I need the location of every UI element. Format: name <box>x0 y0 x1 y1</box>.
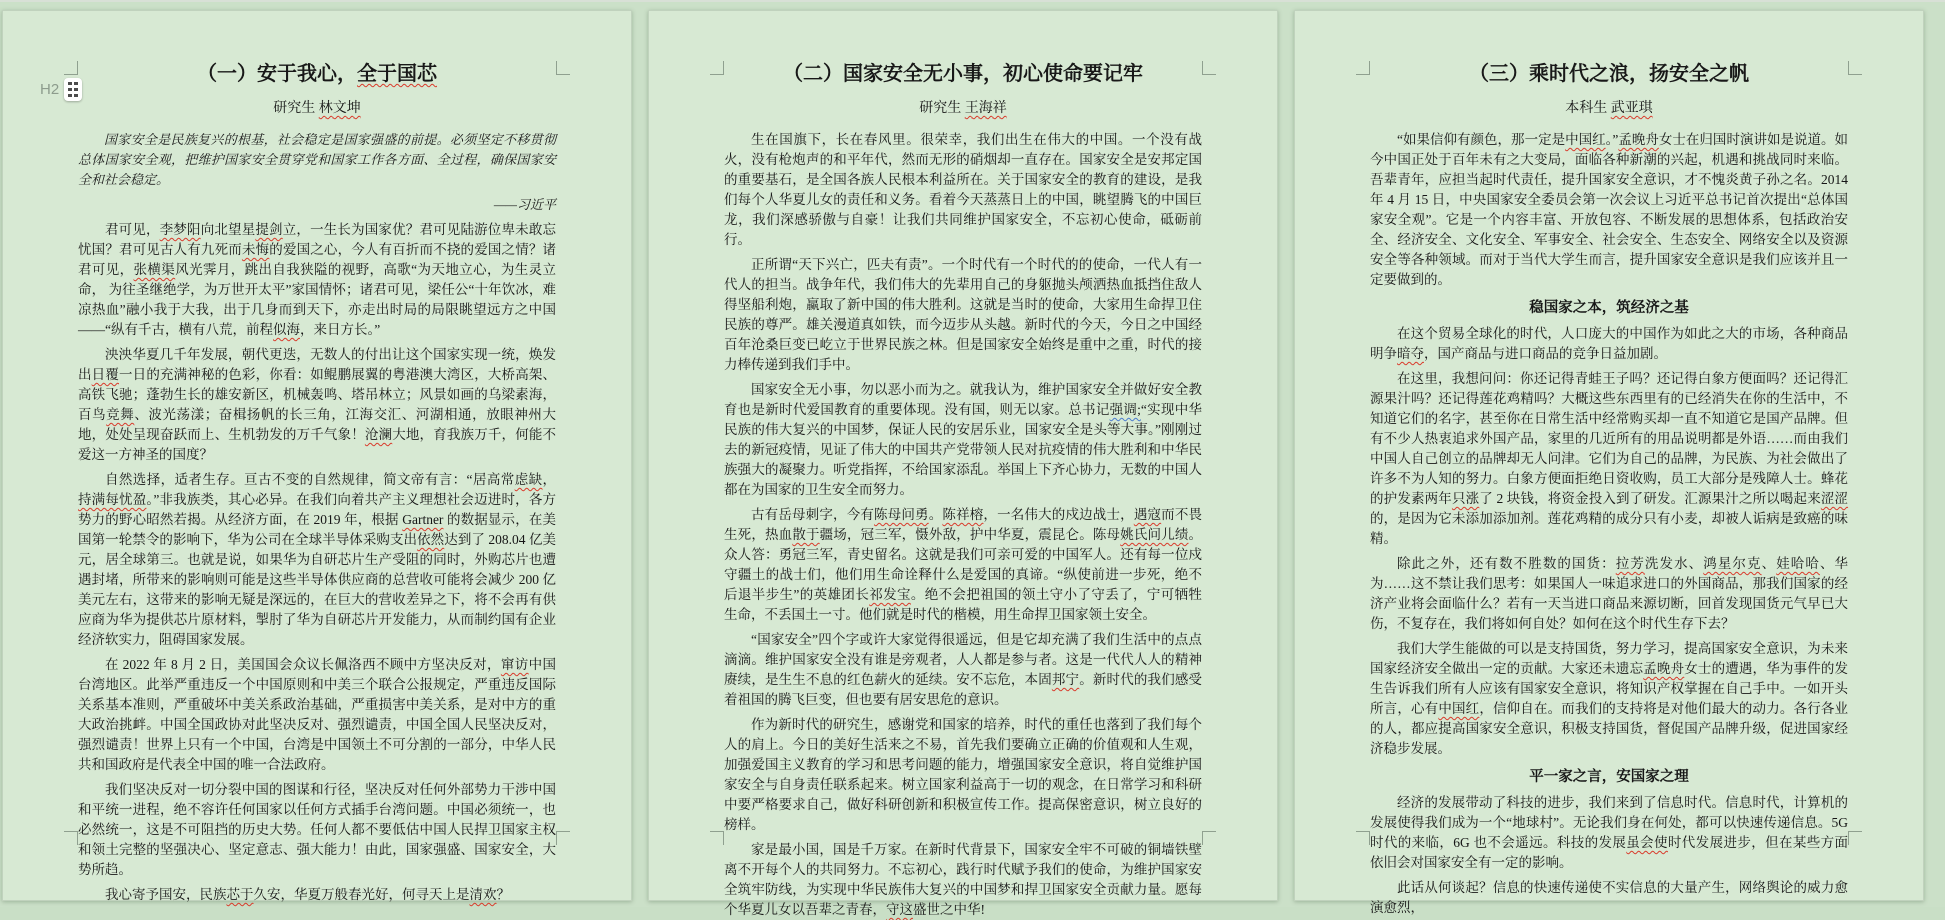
page <box>2 10 632 901</box>
text-boundary-mark <box>64 61 78 75</box>
body-paragraph[interactable]: 我心寄予国安，民族芯于久安，华夏万般春光好，何寻天上是清欢？ <box>105 887 510 902</box>
body-paragraph[interactable]: 我们大学生能做的可以是支持国货，努力学习，提高国家安全意识，为未来国家经济安全做出一定的贡献。大家还未遗忘孟晚舟女士的遭遇，华为事件的发生告诉我们所有人应该有国家安全意识，将知识产权掌握在自己手中。一如开头所言，心有中国红，信仰自在。而我们的支持将是对他们最大的动力。各行各业的人，都应提高国家安全意识，积极支持国货，督促国产品牌升级，促进国家经济稳步发展。 <box>1370 641 1849 756</box>
text-boundary-mark <box>1202 831 1216 845</box>
spellcheck-mark: 芯于 <box>226 887 254 902</box>
body-paragraph[interactable]: 在 2022 年 8 月 2 日，美国国会众议长佩洛西不顾中方坚决反对，窜访中国台湾地区。此举严重违反一个中国原则和中美三个联合公报规定，严重违反国际关系基本准则，严重破坏中美关系政治基础，严重损害中美关系，是对中方的重大政治挑衅。中国全国政协对此坚决反对、强烈谴责，中国全国人民坚决反对，强烈谴责！世界上只有一个中国，台湾是中国领土不可分割的一部分，中华人民共和国政府是代表全中国的唯一合法政府。 <box>78 657 557 772</box>
spellcheck-mark: 虑缺 <box>514 472 543 487</box>
epigraph-quote[interactable]: 国家安全是民族复兴的根基，社会稳定是国家强盛的前提。必须坚定不移贯彻总体国家安全观，把维护国家安全贯穿党和国家工作各方面、全过程，确保国家安全和社会稳定。 <box>78 132 556 187</box>
author-line[interactable]: 研究生 林文坤 <box>273 101 361 116</box>
body-paragraph[interactable]: “国家安全”四个字或许大家觉得很遥远，但是它却充满了我们生活中的点点滴滴。维护国家安全没有谁是旁观者，人人都是参与者。这是一代代人人的精神赓续，是生生不息的红色薪火的延续。安不忘危，本固邦宁。新时代的我们感受着祖国的腾飞巨变，但也要有居安思危的意识。 <box>724 632 1203 707</box>
spellcheck-mark: 娃哈哈 <box>1776 556 1820 571</box>
page <box>1294 10 1924 915</box>
body-paragraph[interactable]: 古有岳母刺字，今有陈母问勇。陈祥榕，一名伟大的戍边战士，遇寇而不畏生死，热血散于疆场，冠三军，慑外敌，护中华夏，震昆仑。陈母姚氏问儿绩。众人答：勇冠三军，青史留名。这就是我们可亲可爱的中国军人。还有每一位戍守疆土的战士们，他们用生命诠释什么是爱国的真谛。“纵使前进一步死，绝不后退半步生”的英雄团长祁发宝。绝不会把祖国的领土守小了守丢了，宁可牺牲生命，不丢国土一寸。他们就是时代的楷模，用生命捍卫国家领土安全。 <box>724 507 1203 622</box>
section-heading[interactable]: 稳国家之本，筑经济之基 <box>1529 300 1689 316</box>
text-boundary-mark <box>64 831 78 845</box>
spellcheck-mark: 姚氏问儿绩 <box>1120 527 1189 542</box>
heading-drag-gizmo <box>40 78 82 101</box>
quote-attribution[interactable]: ——习近平 <box>493 197 556 212</box>
text-boundary-mark <box>556 831 570 845</box>
text-boundary-mark <box>710 61 724 75</box>
body-paragraph[interactable]: 此话从何谈起？信息的快速传递使不实信息的大量产生，网络舆论的威力愈演愈烈， <box>1370 880 1848 915</box>
spellcheck-mark: 沧澜 <box>364 427 393 442</box>
spellcheck-mark: 李梦阳 <box>159 222 201 237</box>
section-heading[interactable]: 平一家之言，安国家之理 <box>1529 769 1689 785</box>
spellcheck-mark: 武亚琪 <box>1610 101 1653 116</box>
body-paragraph[interactable]: “如果信仰有颜色，那一定是中国红。”孟晚舟女士在归国时演讲如是说道。如今中国正处于百年未有之大变局，面临各种新潮的兴起，机遇和挑战同时来临。吾辈青年，应担当起时代责任，提升国家安全意识，才不愧炎黄子孙之名。2014 年 4 月 15 日，中央国家安全委员会第一次会议上习近平总书记首次提出“总体国家安全观”。它是一个内容丰富、开放包容、不断发展的思想体系，包括政治安全、经济安全、文化安全、军事安全、社会安全、生态安全、网络安全以及资源安全等各种领域。而对于当代大学生而言，提升国家安全意识是我们应该并且一定要做到的。 <box>1370 132 1849 287</box>
spellcheck-mark: 全于国芯 <box>357 63 437 85</box>
author-line[interactable]: 研究生 王海祥 <box>919 101 1007 116</box>
body-paragraph[interactable]: 自然选择，适者生存。亘古不变的自然规律，简文帝有言：“居高常虑缺，持满每忧盈。”非我族类，其心必异。在我们向着共产主义理想社会迈进时，各方势力的野心昭然若揭。从经济方面，在 2019 年，根据 Gartner 的数据显示，在美国第一轮禁令的影响下，华为公司在全球半导体采购支出依然达到了 208.04 亿美元，居全球第三。也就是说，如果华为自研芯片生产受阻的同时，外购芯片也遭遇封堵，所带来的影响则可能是这些半导体供应商的总营收可能将会减少 200 亿美元左右，这带来的影响无疑是深远的，在巨大的营收差异之下，将不会再有供应商为华为提供芯片原材料，掣肘了华为自研芯片开发能力，从而制约国有企业经济软实力，阻碍国家发展。 <box>78 472 557 647</box>
spellcheck-mark: 鸿星尔克 <box>1703 556 1762 571</box>
author-line[interactable]: 本科生 武亚琪 <box>1565 101 1653 116</box>
text-boundary-mark <box>1848 831 1862 845</box>
spellcheck-mark: 邦宁 <box>1051 672 1080 687</box>
spellcheck-mark: 孟晚舟 <box>1643 661 1685 676</box>
body-paragraph[interactable]: 除此之外，还有数不胜数的国货：拉芳洗发水、鸿星尔克、娃哈哈、华为……这不禁让我们思考：如果国人一味追求进口的外国商品，那我们国家的经济产业将会面临什么？若有一天当进口商品来源切断，回首发现国货元气早已大伤，不复存在，我们将如何自处？如何在这个时代生存下去？ <box>1370 556 1849 631</box>
spellcheck-mark: 守这 <box>886 902 913 917</box>
spellcheck-mark: 涩涩 <box>1820 491 1849 506</box>
spellcheck-mark: 祁发宝 <box>869 587 911 602</box>
body-paragraph[interactable]: 在这个贸易全球化的时代，人口庞大的中国作为如此之大的市场，各种商品明争暗夺，国产商品与进口商品的竞争日益加剧。 <box>1370 326 1848 361</box>
spellcheck-mark: 虽会使 <box>1626 835 1668 850</box>
text-boundary-mark <box>1356 831 1370 845</box>
drag-handle-icon[interactable] <box>64 78 82 101</box>
spellcheck-mark: 散于 <box>792 527 820 542</box>
spellcheck-mark: 中国红 <box>1438 701 1480 716</box>
essay-title[interactable]: （一）安于我心，全于国芯 <box>197 63 437 85</box>
body-paragraph[interactable]: 作为新时代的研究生，感谢党和国家的培养，时代的重任也落到了我们每个人的肩上。今日的美好生活来之不易，首先我们要确立正确的价值观和人生观，加强爱国主义教育的学习和思考问题的能力，增强国家安全意识，将自觉维护国家安全与自身责任联系起来。树立国家利益高于一切的观念，在日常学习和科研中要严格要求自己，做好科研创新和积极宣传工作。提高保密意识，树立良好的榜样。 <box>724 717 1202 832</box>
spellcheck-mark: 似海 <box>273 322 300 337</box>
spellcheck-mark: Gartner <box>402 512 444 527</box>
spellcheck-mark: 未悔 <box>241 242 270 257</box>
body-paragraph[interactable]: 生在国旗下，长在春风里。很荣幸，我们出生在伟大的中国。一个没有战火，没有枪炮声的和平年代，然而无形的硝烟却一直存在。国家安全是安邦定国的重要基石，是全国各族人民根本利益所在。关于国家安全的教育的建设，是我们每个人华夏儿女的责任和义务。看着今天蒸蒸日上的中国，眺望腾飞的中国巨龙，我们深感骄傲与自豪！让我们共同维护国家安全，不忘初心使命，砥砺前行。 <box>724 132 1202 247</box>
body-paragraph[interactable]: 我们坚决反对一切分裂中国的图谋和行径，坚决反对任何外部势力干涉中国和平统一进程，绝不容许任何国家以任何方式插手台湾问题。中国必须统一，也必然统一，这是不可阻挡的历史大势。任何人都不要低估中国人民捍卫国家主权和领土完整的坚强决心、坚定意志、强大能力！由此，国家强盛、国家安全，大势所趋。 <box>78 782 556 877</box>
spellcheck-mark: 提剑 <box>255 222 283 237</box>
spellcheck-mark: 依然 <box>417 532 445 547</box>
spellcheck-mark: 暗夺 <box>1397 346 1424 361</box>
spellcheck-mark: 清欢 <box>469 887 497 902</box>
text-boundary-mark <box>556 61 570 75</box>
body-paragraph[interactable]: 泱泱华夏几千年发展，朝代更迭，无数人的付出让这个国家实现一统，焕发出日覆一日的充满神秘的色彩，你看：如鲲鹏展翼的粤港澳大湾区，大桥高架、高铁飞驰；蓬勃生长的雄安新区，机械轰鸣、塔吊林立；风景如画的乌梁素海，百鸟竞舞、波光荡漾；奋楫扬帆的长三角，江海交汇、河湖相通，放眼神州大地，处处呈现奋跃而上、生机勃发的万千气象！沧澜大地，育我族万千，何能不爱这一方神圣的国度？ <box>78 347 557 462</box>
text-boundary-mark <box>1848 61 1862 75</box>
page <box>648 10 1278 917</box>
text-boundary-mark <box>710 831 724 845</box>
text-boundary-mark <box>1202 61 1216 75</box>
spellcheck-mark: 中国红 <box>1565 132 1606 147</box>
spellcheck-mark: 张横渠 <box>133 262 176 277</box>
body-paragraph[interactable]: 正所谓“天下兴亡，匹夫有责”。一个时代有一个时代的的使命，一代人有一代人的担当。战争年代，我们伟大的先辈用自己的身躯抛头颅洒热血抵挡住敌人得坚船利炮，赢取了新中国的伟大胜利。这就是当时的使命，大家用生命捍卫住民族的尊严。雄关漫道真如铁，而今迈步从头越。新时代的今天，今日之中国经百年沧桑巨变已屹立于世界民族之林。但是国家安全始终是重中之重，时代的接力棒传递到我们手中。 <box>724 257 1202 372</box>
body-paragraph[interactable]: 君可见，李梦阳向北望星提剑立，一生长为国家优？君可见陆游位卑未敢忘忧国？君可见古人有九死而未悔的爱国之心，今人有百折而不挠的爱国之情？诸君可见，张横渠风光霁月，跳出自我狭隘的视野，高歌“为天地立心，为生灵立命， 为往圣继绝学，为万世开太平”家国情怀；诸君可见，梁任公“十年饮冰，难凉热血”融小我于大我，出于几身而到天下，亦走出时局的局限眺望远方之中国——“纵有千古，横有八荒，前程似海，来日方长。” <box>78 222 557 337</box>
spellcheck-mark: 王海祥 <box>964 101 1007 116</box>
spellcheck-mark: 拉芳 <box>1615 556 1645 571</box>
body-paragraph[interactable]: 在这里，我想问问：你还记得青蛙王子吗？还记得白象方便面吗？还记得汇源果汁吗？还记得莲花鸡精吗？大概这些东西里有的已经消失在你的生活中，不知道它们的名字，甚至你在日常生活中经常购买却一直不知道它是国产品牌。但有不少人热衷追求外国产品，家里的几近所有的用品说明都是外语……而由我们中国人自己创立的品牌却无人问津。它们为自己的品牌，为民族、为社会做出了许多不为人知的努力。白象方便面拒绝日资收购，员工大部分是残障人士。蜂花的护发素两年只涨了 2 块钱，将资金投入到了研发。汇源果汁之所以喝起来涩涩的，是因为它未添加添加剂。莲花鸡精的成分只有小麦，却被人诟病是致癌的味精。 <box>1370 371 1849 546</box>
spellcheck-mark: 遇寇 <box>1133 507 1162 522</box>
body-paragraph[interactable]: 家是最小国，国是千万家。在新时代背景下，国家安全牢不可破的铜墙铁壁离不开每个人的共同努力。不忘初心，践行时代赋予我们的使命，为维护国家安全筑牢防线，为实现中华民族伟大复兴的中国梦和捍卫国家安全贡献力量。愿每个华夏儿女以吾辈之青春，守这盛世之中华! <box>724 842 1202 917</box>
spellcheck-mark: 日覆 <box>91 367 119 382</box>
essay-title[interactable]: （三）乘时代之浪，扬安全之帆 <box>1469 63 1749 85</box>
spellcheck-mark: 强调; <box>1109 402 1141 417</box>
spellcheck-mark: 陈祥榕 <box>942 507 984 522</box>
heading-level-label: H2 <box>40 81 60 98</box>
spellcheck-mark: 窜访 <box>500 657 529 672</box>
body-paragraph[interactable]: 经济的发展带动了科技的进步，我们来到了信息时代。信息时代，计算机的发展使得我们成为一个“地球村”。无论我们身在何处，都可以快速传递信息。5G 时代的来临，6G 也不会遥远。科技的发展虽会使时代发展进步，但在某些方面依旧会对国家安全有一定的影响。 <box>1370 795 1849 870</box>
body-paragraph[interactable]: 国家安全无小事，勿以恶小而为之。就我认为，维护国家安全并做好安全教育也是新时代爱国教育的重要体现。没有国，则无以家。总书记强调;“实现中华民族的伟大复兴的中国梦，保证人民的安居乐业，国家安全是头等大事。”刚刚过去的新冠疫情，见证了伟大的中国共产党带领人民对抗疫情的伟大胜利和中华民族强大的凝聚力。听党指挥，不给国家添乱。举国上下齐心协力，无数的中国人都在为国家的卫生安全而努力。 <box>724 382 1202 497</box>
text-boundary-mark <box>1356 61 1370 75</box>
spellcheck-mark: 孟晚舟 <box>1618 132 1659 147</box>
spellcheck-mark: 持满每忧盈 <box>78 492 147 507</box>
spellcheck-mark: 竞舞 <box>106 407 135 422</box>
essay-title[interactable]: （二）国家安全无小事，初心使命要记牢 <box>783 63 1143 85</box>
spellcheck-mark: 只涨 <box>1451 491 1480 506</box>
spellcheck-mark: 陈母问勇 <box>874 507 929 522</box>
spellcheck-mark: 林文坤 <box>318 101 361 116</box>
